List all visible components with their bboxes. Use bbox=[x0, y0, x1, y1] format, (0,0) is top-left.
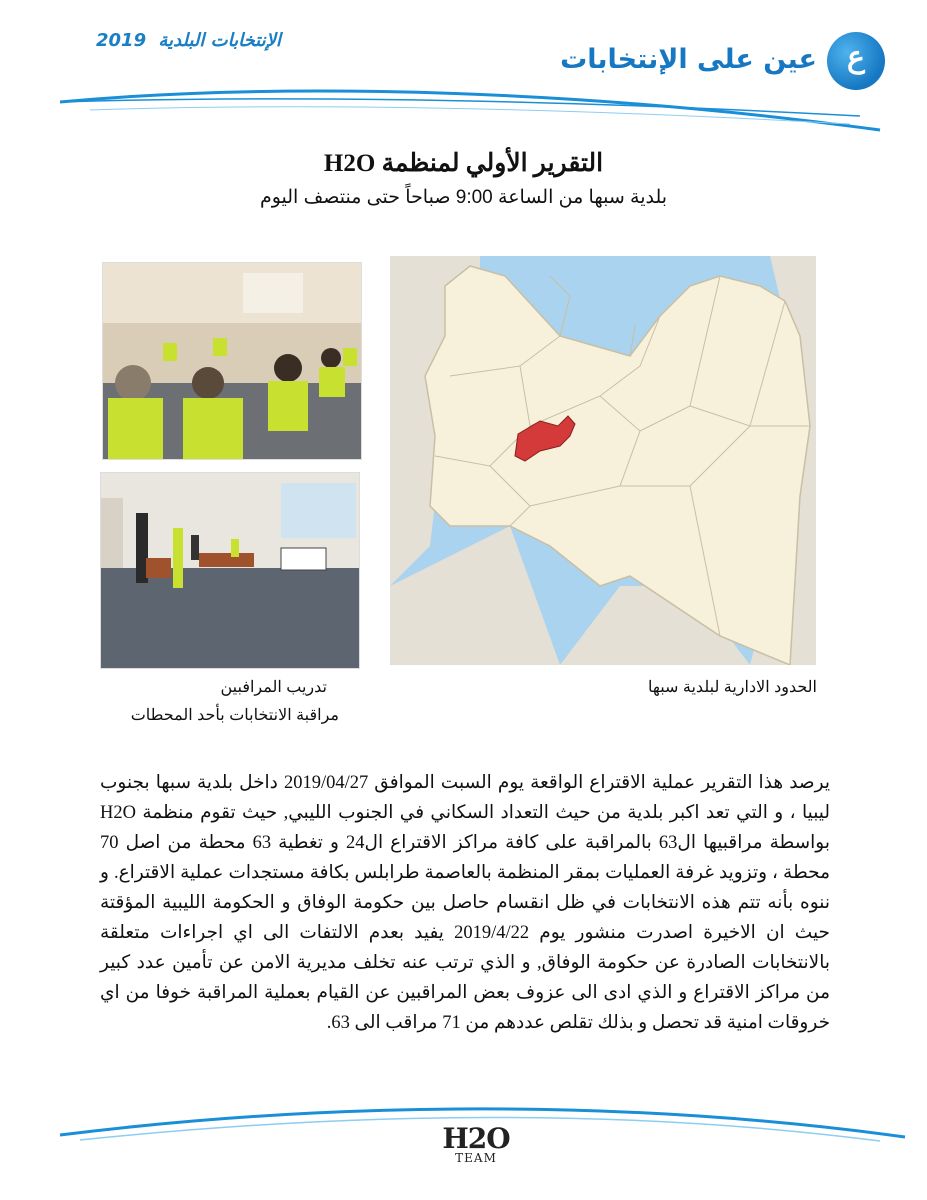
header-swoosh bbox=[0, 80, 927, 140]
map-caption: الحدود الادارية لبلدية سبها bbox=[647, 679, 817, 696]
report-title: التقرير الأولي لمنظمة H2O bbox=[323, 150, 604, 177]
header-election-title bbox=[96, 30, 281, 51]
polling-photo-caption: مراقبة الانتخابات بأحد المحطات bbox=[130, 707, 339, 724]
report-body: يرصد هذا التقرير عملية الاقتراع الواقعة يوم السبت الموافق 2019/04/27 داخل بلدية سبها بجنوب ليبيا ، و التي تعد اكبر بلدية من حيث التعداد السكاني في الجنوب الليبي, حيث تقوم منظمة H2O بواسطة مراقبيها ال63 بالمراقبة على كافة مراكز الاقتراع ال24 و تغطية 63 محطة من اصل 70 محطة ، وتزويد غرفة العمليات بمقر المنظمة بالعاصمة طرابلس بكافة مستجدات عملية الاقتراع. و ننوه بأنه تتم هذه الانتخابات في ظل انقسام حاصل بين حكومة الوفاق و الحكومة الليبية المؤقتة حيث ان الاخيرة اصدرت منشور يوم 2019/4/22 يفيد بعدم الالتفات الى اي اجراءات متعلقة بالانتخابات الصادرة عن حكومة الوفاق, و الذي ترتب عنه تخلف مديرية الامن عن تأمين عدد كبير من مراكز الاقتراع و الذي ادى الى عزوف بعض المراقبين عن القيام بعملية المراقبة خوفا من اي خروقات امنية قد تحصل و بذلك تقلص عددهم من 71 مراقب الى 63. bbox=[100, 773, 831, 1033]
brand-name: عين على الإنتخابات bbox=[560, 44, 817, 75]
h2o-team-logo bbox=[436, 1122, 516, 1165]
report-subtitle: بلدية سبها من الساعة 9:00 صباحاً حتى منتصف اليوم bbox=[259, 187, 668, 208]
polling-station-photo bbox=[100, 472, 360, 669]
sabha-municipality-map bbox=[390, 256, 816, 665]
h2o-logo-main: H2O bbox=[442, 1122, 510, 1155]
training-photo bbox=[102, 262, 362, 460]
brand-logo-glyph: ع bbox=[847, 40, 865, 75]
training-photo-caption: تدريب المرافبين bbox=[220, 679, 327, 696]
header-election-label: الإنتخابات البلدية bbox=[158, 30, 281, 51]
header-election-year: 2019 bbox=[96, 30, 147, 51]
h2o-logo-team: TEAM bbox=[455, 1151, 497, 1165]
